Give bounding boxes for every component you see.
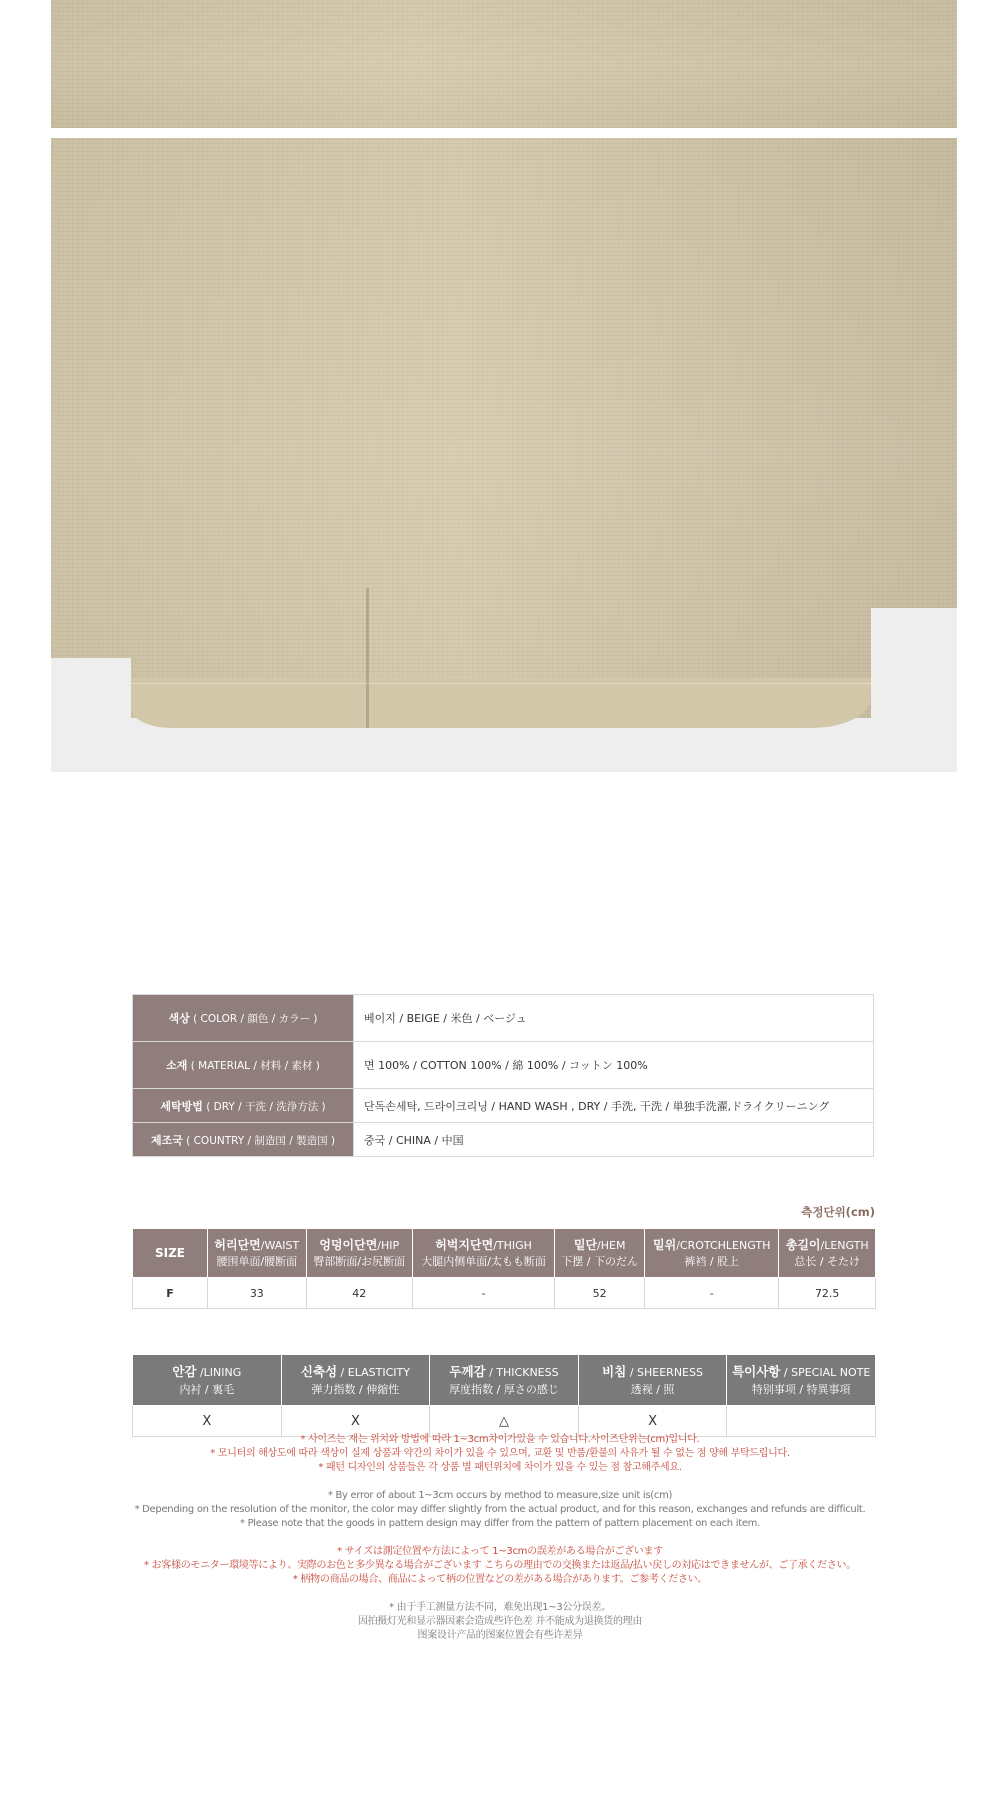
size-cell: 33: [208, 1278, 307, 1309]
note-line: * 모니터의 해상도에 따라 색상이 실제 상품과 약간의 차이가 있을 수 있으며, 교환 및 반품/환불의 사유가 될 수 없는 점 양해 부탁드립니다.: [210, 1448, 790, 1459]
size-header-hip: [306, 1229, 412, 1278]
size-cell: 72.5: [779, 1278, 876, 1309]
info-row-country: [133, 1123, 874, 1157]
size-header-row: [133, 1229, 876, 1278]
fabric-header-bold: 안감: [172, 1363, 197, 1379]
info-value: 중국 / CHINA / 中国: [354, 1123, 874, 1157]
size-header-sub: 臀部断面/お尻断面: [313, 1254, 406, 1268]
note-line: * Depending on the resolution of the monitor, the color may differ slightly from the actual product, and for this reason, exchanges and refunds are difficult.: [134, 1504, 866, 1515]
fabric-header-lining: [133, 1355, 282, 1406]
info-row-color: [133, 995, 874, 1042]
fabric-header-special: [727, 1355, 876, 1406]
size-header-sub: 腰围单面/腰断面: [216, 1254, 298, 1268]
photo-background: [871, 608, 957, 718]
size-header-bold: 총길이: [785, 1237, 821, 1252]
fabric-cell: X: [281, 1406, 430, 1437]
info-label: [133, 1089, 354, 1123]
size-cell: -: [412, 1278, 554, 1309]
notes-chinese: [0, 1601, 1000, 1643]
note-line: * By error of about 1~3cm occurs by method to measure,size unit is(cm): [327, 1490, 673, 1501]
photo-background: [51, 658, 131, 718]
fabric-header-en: / THICKNESS: [485, 1365, 559, 1379]
fabric-header-bold: 신축성: [300, 1363, 338, 1379]
fabric-header-en: /LINING: [196, 1365, 242, 1379]
size-header-bold: 허벅지단면: [435, 1237, 494, 1252]
info-label: [133, 995, 354, 1042]
fabric-cell: X: [578, 1406, 727, 1437]
fabric-header-sheerness: [578, 1355, 727, 1406]
size-header-size: [133, 1229, 208, 1278]
info-label-bold: 세탁방법: [160, 1099, 203, 1113]
size-header-en: /CROTCHLENGTH: [676, 1238, 771, 1252]
shorts-hem: [131, 678, 871, 728]
fabric-header-bold: 비침: [602, 1363, 627, 1379]
size-header-en: /HEM: [597, 1238, 626, 1252]
fabric-header-sub: 特别事项 / 特異事項: [751, 1382, 851, 1396]
size-header-bold: 밑단: [573, 1237, 598, 1252]
info-row-material: [133, 1042, 874, 1089]
note-line: * 由于手工测量方法不同，难免出现1~3公分误差。: [389, 1602, 611, 1613]
fabric-header-row: [133, 1355, 876, 1406]
note-line: * お客様のモニター環境等により、実際のお色と多少異なる場合がございます こちらの理由での交換または返品/払い戻しの対応はできませんが、ご了承ください。: [144, 1560, 856, 1571]
product-photo-top: [51, 0, 957, 128]
info-value: 면 100% / COTTON 100% / 綿 100% / コットン 100%: [354, 1042, 874, 1089]
info-label-bold: 색상: [168, 1012, 190, 1025]
fabric-header-sub: 透视 / 照: [630, 1382, 675, 1396]
size-header-en: /LENGTH: [820, 1238, 869, 1252]
size-header-crotch: [645, 1229, 779, 1278]
info-row-washing: [133, 1089, 874, 1123]
size-table: [132, 1228, 876, 1309]
size-cell: 52: [555, 1278, 645, 1309]
shorts-slit: [366, 588, 369, 728]
size-cell: F: [133, 1278, 208, 1309]
size-header-en: /THIGH: [493, 1238, 532, 1252]
size-header-thigh: [412, 1229, 554, 1278]
fabric-cell: △: [430, 1406, 579, 1437]
fabric-header-elasticity: [281, 1355, 430, 1406]
info-label-bold: 제조국: [150, 1133, 183, 1147]
size-header-sub: 裤裆 / 股上: [684, 1254, 740, 1268]
hem-stitch: [131, 683, 871, 684]
fabric-texture: [51, 138, 957, 772]
info-label-rest: ( MATERIAL / 材料 / 素材 ): [187, 1060, 320, 1072]
note-line: 因拍摄灯光和显示器因素会造成些许色差 并不能成为退换货的理由: [357, 1616, 643, 1627]
fabric-cell: [727, 1406, 876, 1437]
size-cell: 42: [306, 1278, 412, 1309]
info-value: 단독손세탁, 드라이크리닝 / HAND WASH , DRY / 手洗, 干洗 / 単独手洗濯,ドライクリーニング: [354, 1089, 874, 1123]
notes-korean: [0, 1433, 1000, 1475]
product-info-table: [132, 994, 874, 1157]
size-header-length: [779, 1229, 876, 1278]
fabric-texture: [51, 0, 957, 128]
note-line: * 패턴 디자인의 상품들은 각 상품 별 패턴위치에 차이가 있을 수 있는 점 참고해주세요.: [318, 1462, 682, 1473]
size-header-sub: 下摆 / 下のだん: [561, 1254, 639, 1268]
size-header-waist: [208, 1229, 307, 1278]
fabric-header-sub: 内衬 / 裏毛: [179, 1382, 235, 1396]
fabric-cell: X: [133, 1406, 282, 1437]
size-header-bold: 엉덩이단면: [319, 1237, 378, 1252]
size-header-hem: [555, 1229, 645, 1278]
fabric-header-en: / SHEERNESS: [626, 1365, 703, 1379]
size-header-sub: 大腿内侧单面/太もも断面: [421, 1254, 546, 1268]
size-header-en: /WAIST: [260, 1238, 300, 1252]
size-header-bold: SIZE: [154, 1245, 185, 1260]
info-label: [133, 1042, 354, 1089]
size-header-bold: 밑위: [653, 1237, 677, 1252]
size-row: [133, 1278, 876, 1309]
fabric-header-sub: 弹力指数 / 伸縮性: [311, 1382, 400, 1396]
notes-japanese: [0, 1545, 1000, 1587]
info-label-rest: ( COUNTRY / 制造国 / 製造国 ): [182, 1134, 336, 1147]
note-line: * 사이즈는 재는 위치와 방법에 따라 1~3cm차이가있을 수 있습니다.사이즈단위는(cm)입니다.: [300, 1434, 700, 1445]
fabric-value-row: [133, 1406, 876, 1437]
note-line: * 柄物の商品の場合、商品によって柄の位置などの差がある場合があります。ご参考ください。: [292, 1574, 708, 1585]
info-label: [133, 1123, 354, 1157]
product-photo-bottom: [51, 138, 957, 772]
note-line: 图案设计产品的图案位置会有些许差异: [417, 1630, 583, 1641]
info-value: 베이지 / BEIGE / 米色 / ベージュ: [354, 995, 874, 1042]
fabric-header-bold: 두께감: [449, 1363, 486, 1379]
fabric-header-en: / ELASTICITY: [337, 1365, 410, 1379]
size-header-en: /HIP: [377, 1238, 400, 1252]
note-line: * サイズは測定位置や方法によって 1~3cmの誤差がある場合がございます: [337, 1546, 663, 1557]
size-header-sub: 总长 / そたけ: [794, 1254, 861, 1268]
info-label-bold: 소재: [166, 1059, 188, 1072]
fabric-header-bold: 특이사항: [732, 1363, 781, 1379]
fabric-header-en: / SPECIAL NOTE: [780, 1365, 871, 1379]
size-header-bold: 허리단면: [214, 1237, 261, 1252]
fabric-header-thickness: [430, 1355, 579, 1406]
fabric-header-sub: 厚度指数 / 厚さの感じ: [449, 1382, 559, 1396]
info-label-rest: ( COLOR / 顔色 / カラー ): [189, 1013, 318, 1025]
info-label-rest: ( DRY / 干洗 / 洗浄方法 ): [202, 1100, 326, 1113]
measurement-unit-label: 측정단위(cm): [801, 1205, 875, 1219]
size-cell: -: [645, 1278, 779, 1309]
note-line: * Please note that the goods in pattern design may differ from the pattern of pattern placement on each item.: [240, 1518, 760, 1529]
notes-english: [0, 1489, 1000, 1531]
fabric-table: [132, 1354, 876, 1437]
